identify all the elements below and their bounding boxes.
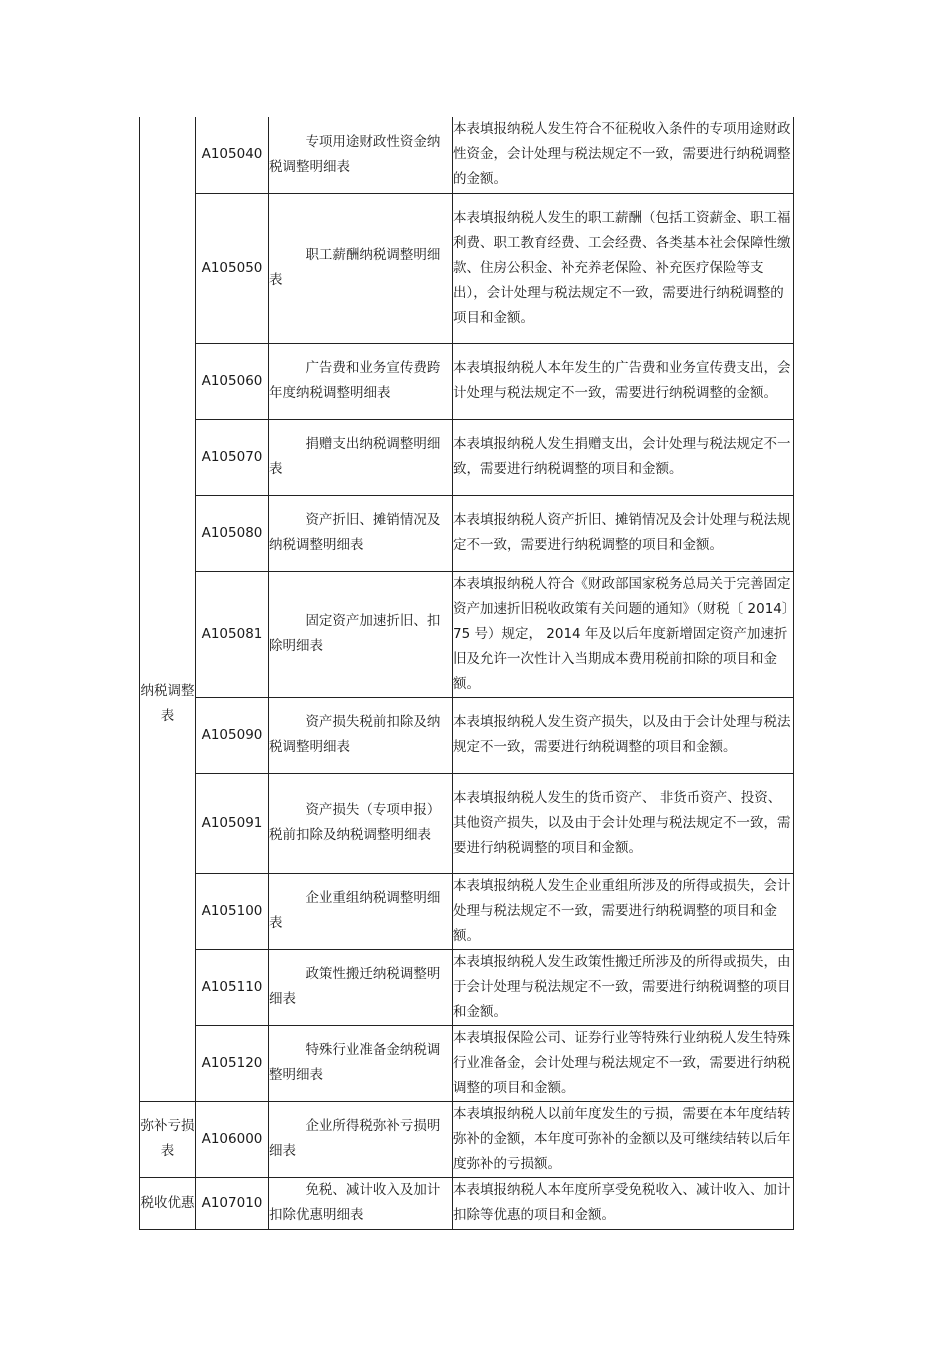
form-code: A105040 <box>196 117 269 193</box>
tax-form-table <box>139 117 794 1230</box>
form-name: 企业重组纳税调整明细表 <box>269 873 453 949</box>
form-name: 捐赠支出纳税调整明细表 <box>269 419 453 495</box>
form-code: A105080 <box>196 495 269 571</box>
form-code: A105050 <box>196 193 269 343</box>
category-cell: 弥补亏损表 <box>140 1101 196 1177</box>
form-code: A107010 <box>196 1177 269 1229</box>
form-name: 特殊行业准备金纳税调整明细表 <box>269 1025 453 1101</box>
form-description: 本表填报纳税人发生符合不征税收入条件的专项用途财政性资金，会计处理与税法规定不一致，需要进行纳税调整的金额。 <box>453 117 794 193</box>
form-description: 本表填报纳税人符合《财政部国家税务总局关于完善固定资产加速折旧税收政策有关问题的通知》（财税〔 2014〕75 号）规定， 2014 年及以后年度新增固定资产加速折旧及允许一次性计入当期成本费用税前扣除的项目和金额。 <box>453 571 794 697</box>
form-description: 本表填报纳税人发生捐赠支出，会计处理与税法规定不一致，需要进行纳税调整的项目和金额。 <box>453 419 794 495</box>
form-code: A105070 <box>196 419 269 495</box>
table-row <box>140 571 794 697</box>
form-code: A105060 <box>196 343 269 419</box>
form-code: A105091 <box>196 773 269 873</box>
form-description: 本表填报纳税人以前年度发生的亏损，需要在本年度结转弥补的金额，本年度可弥补的金额以及可继续结转以后年度弥补的亏损额。 <box>453 1101 794 1177</box>
table-row <box>140 949 794 1025</box>
form-description: 本表填报保险公司、证券行业等特殊行业纳税人发生特殊行业准备金，会计处理与税法规定不一致，需要进行纳税调整的项目和金额。 <box>453 1025 794 1101</box>
table-row <box>140 343 794 419</box>
form-description: 本表填报纳税人发生企业重组所涉及的所得或损失，会计处理与税法规定不一致，需要进行纳税调整的项目和金额。 <box>453 873 794 949</box>
table-row <box>140 193 794 343</box>
form-description: 本表填报纳税人发生政策性搬迁所涉及的所得或损失，由于会计处理与税法规定不一致，需要进行纳税调整的项目和金额。 <box>453 949 794 1025</box>
form-description: 本表填报纳税人发生的职工薪酬（包括工资薪金、职工福利费、职工教育经费、工会经费、各类基本社会保障性缴款、住房公积金、补充养老保险、补充医疗保险等支出），会计处理与税法规定不一致，需要进行纳税调整的项目和金额。 <box>453 193 794 343</box>
form-name: 广告费和业务宣传费跨年度纳税调整明细表 <box>269 343 453 419</box>
form-code: A105110 <box>196 949 269 1025</box>
form-name: 政策性搬迁纳税调整明细表 <box>269 949 453 1025</box>
category-label: 纳税调整表 <box>140 682 195 724</box>
form-description: 本表填报纳税人本年度所享受免税收入、减计收入、加计扣除等优惠的项目和金额。 <box>453 1177 794 1229</box>
category-cell: 税收优惠 <box>140 1177 196 1229</box>
form-description: 本表填报纳税人本年发生的广告费和业务宣传费支出，会计处理与税法规定不一致，需要进行纳税调整的金额。 <box>453 343 794 419</box>
table-row <box>140 419 794 495</box>
table-row <box>140 773 794 873</box>
form-name: 资产损失税前扣除及纳税调整明细表 <box>269 697 453 773</box>
form-description: 本表填报纳税人资产折旧、摊销情况及会计处理与税法规定不一致，需要进行纳税调整的项目和金额。 <box>453 495 794 571</box>
form-description: 本表填报纳税人发生的货币资产、 非货币资产、投资、其他资产损失，以及由于会计处理与税法规定不一致，需要进行纳税调整的项目和金额。 <box>453 773 794 873</box>
table-row <box>140 117 794 193</box>
form-code: A105100 <box>196 873 269 949</box>
table-row <box>140 697 794 773</box>
form-name: 专项用途财政性资金纳税调整明细表 <box>269 117 453 193</box>
form-name: 资产损失（专项申报）税前扣除及纳税调整明细表 <box>269 773 453 873</box>
form-name: 职工薪酬纳税调整明细表 <box>269 193 453 343</box>
form-code: A105081 <box>196 571 269 697</box>
form-code: A105120 <box>196 1025 269 1101</box>
table-row <box>140 1025 794 1101</box>
table-row <box>140 1177 794 1229</box>
form-description: 本表填报纳税人发生资产损失，以及由于会计处理与税法规定不一致，需要进行纳税调整的项目和金额。 <box>453 697 794 773</box>
table-row <box>140 1101 794 1177</box>
form-name: 资产折旧、摊销情况及纳税调整明细表 <box>269 495 453 571</box>
table-row <box>140 495 794 571</box>
form-name: 固定资产加速折旧、扣除明细表 <box>269 571 453 697</box>
form-code: A105090 <box>196 697 269 773</box>
form-name: 免税、减计收入及加计扣除优惠明细表 <box>269 1177 453 1229</box>
form-name: 企业所得税弥补亏损明细表 <box>269 1101 453 1177</box>
category-cell <box>140 117 196 1101</box>
table-row <box>140 873 794 949</box>
form-code: A106000 <box>196 1101 269 1177</box>
